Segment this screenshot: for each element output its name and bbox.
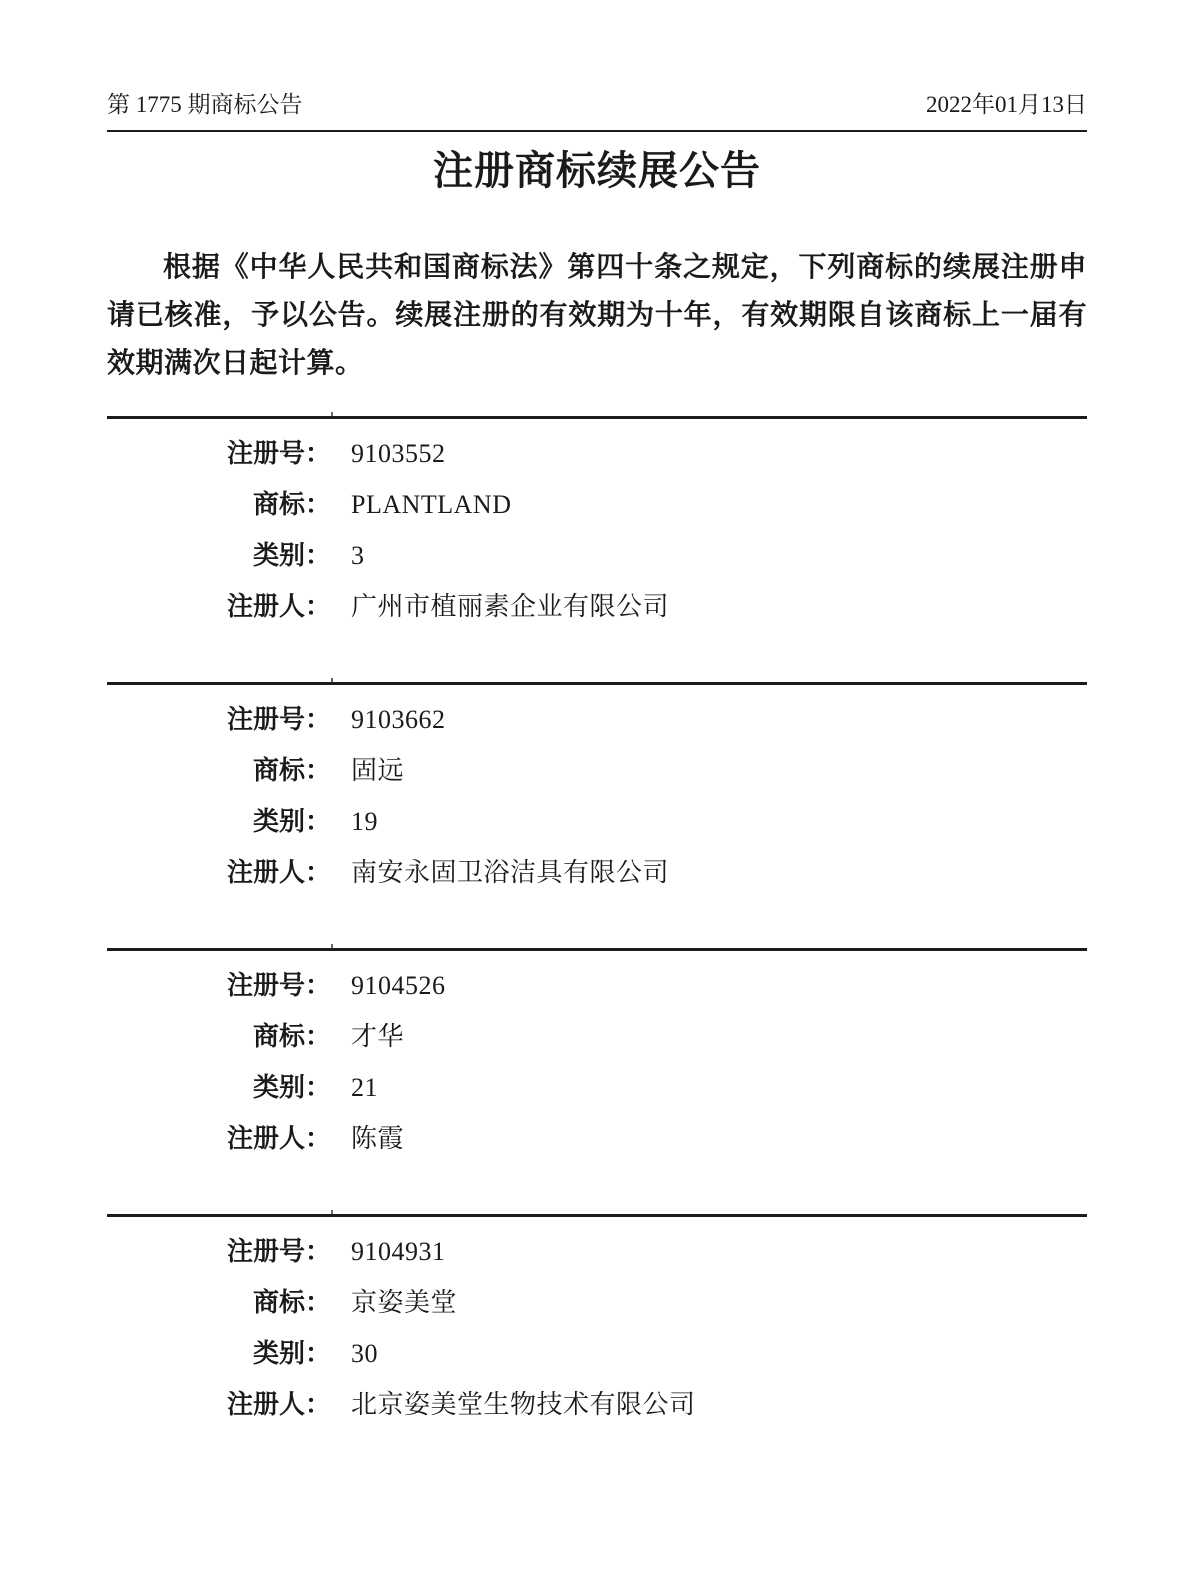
registrant-value: 北京姿美堂生物技术有限公司	[351, 1390, 696, 1419]
trademark-row	[107, 1011, 1087, 1062]
trademark-record	[107, 416, 1087, 682]
class-value: 3	[351, 541, 365, 570]
class-value: 30	[351, 1339, 378, 1368]
publication-date: 2022年01月13日	[926, 92, 1087, 117]
registration-number-value: 9104526	[351, 971, 446, 1000]
registrant-row	[107, 1379, 1087, 1430]
registrant-label: 注册人：	[226, 1390, 331, 1419]
class-row	[107, 530, 1087, 581]
trademark-record	[107, 682, 1087, 948]
registrant-value: 南安永固卫浴洁具有限公司	[351, 858, 670, 887]
class-label: 类别：	[252, 1339, 331, 1368]
registration-number-row	[107, 1226, 1087, 1277]
registration-number-row	[107, 428, 1087, 479]
registrant-label: 注册人：	[226, 858, 331, 887]
trademark-record	[107, 948, 1087, 1214]
registrant-label: 注册人：	[226, 592, 331, 621]
page-title: 注册商标续展公告	[433, 148, 761, 193]
class-label: 类别：	[252, 541, 331, 570]
class-row	[107, 1062, 1087, 1113]
trademark-row	[107, 745, 1087, 796]
trademark-label: 商标：	[252, 1288, 331, 1317]
registration-number-row	[107, 960, 1087, 1011]
trademark-row	[107, 479, 1087, 530]
class-value: 21	[351, 1073, 378, 1102]
registration-number-value: 9103662	[351, 705, 446, 734]
registration-number-label: 注册号：	[226, 439, 331, 468]
trademark-value: 固远	[351, 756, 405, 785]
class-row	[107, 796, 1087, 847]
registrant-row	[107, 581, 1087, 632]
intro-paragraph: 根据《中华人民共和国商标法》第四十条之规定，下列商标的续展注册申请已核准，予以公告。续展注册的有效期为十年，有效期限自该商标上一届有效期满次日起计算。	[107, 252, 1087, 379]
page-header	[107, 92, 1087, 132]
registration-number-label: 注册号：	[226, 705, 331, 734]
class-label: 类别：	[252, 807, 331, 836]
trademark-label: 商标：	[252, 490, 331, 519]
trademark-label: 商标：	[252, 756, 331, 785]
registrant-value: 广州市植丽素企业有限公司	[351, 592, 670, 621]
class-row	[107, 1328, 1087, 1379]
registrant-label: 注册人：	[226, 1124, 331, 1153]
trademark-value: 才华	[351, 1022, 405, 1051]
class-label: 类别：	[252, 1073, 331, 1102]
registration-number-value: 9104931	[351, 1237, 446, 1266]
trademark-value: PLANTLAND	[351, 490, 512, 519]
class-value: 19	[351, 807, 378, 836]
trademark-row	[107, 1277, 1087, 1328]
trademark-record	[107, 1214, 1087, 1480]
registrant-row	[107, 1113, 1087, 1164]
registrant-value: 陈霞	[351, 1124, 405, 1153]
record-list	[107, 416, 1087, 1480]
registration-number-label: 注册号：	[226, 1237, 331, 1266]
trademark-value: 京姿美堂	[351, 1288, 458, 1317]
registration-number-value: 9103552	[351, 439, 446, 468]
trademark-label: 商标：	[252, 1022, 331, 1051]
registration-number-row	[107, 694, 1087, 745]
registration-number-label: 注册号：	[226, 971, 331, 1000]
issue-number: 第 1775 期商标公告	[107, 92, 303, 117]
registrant-row	[107, 847, 1087, 898]
